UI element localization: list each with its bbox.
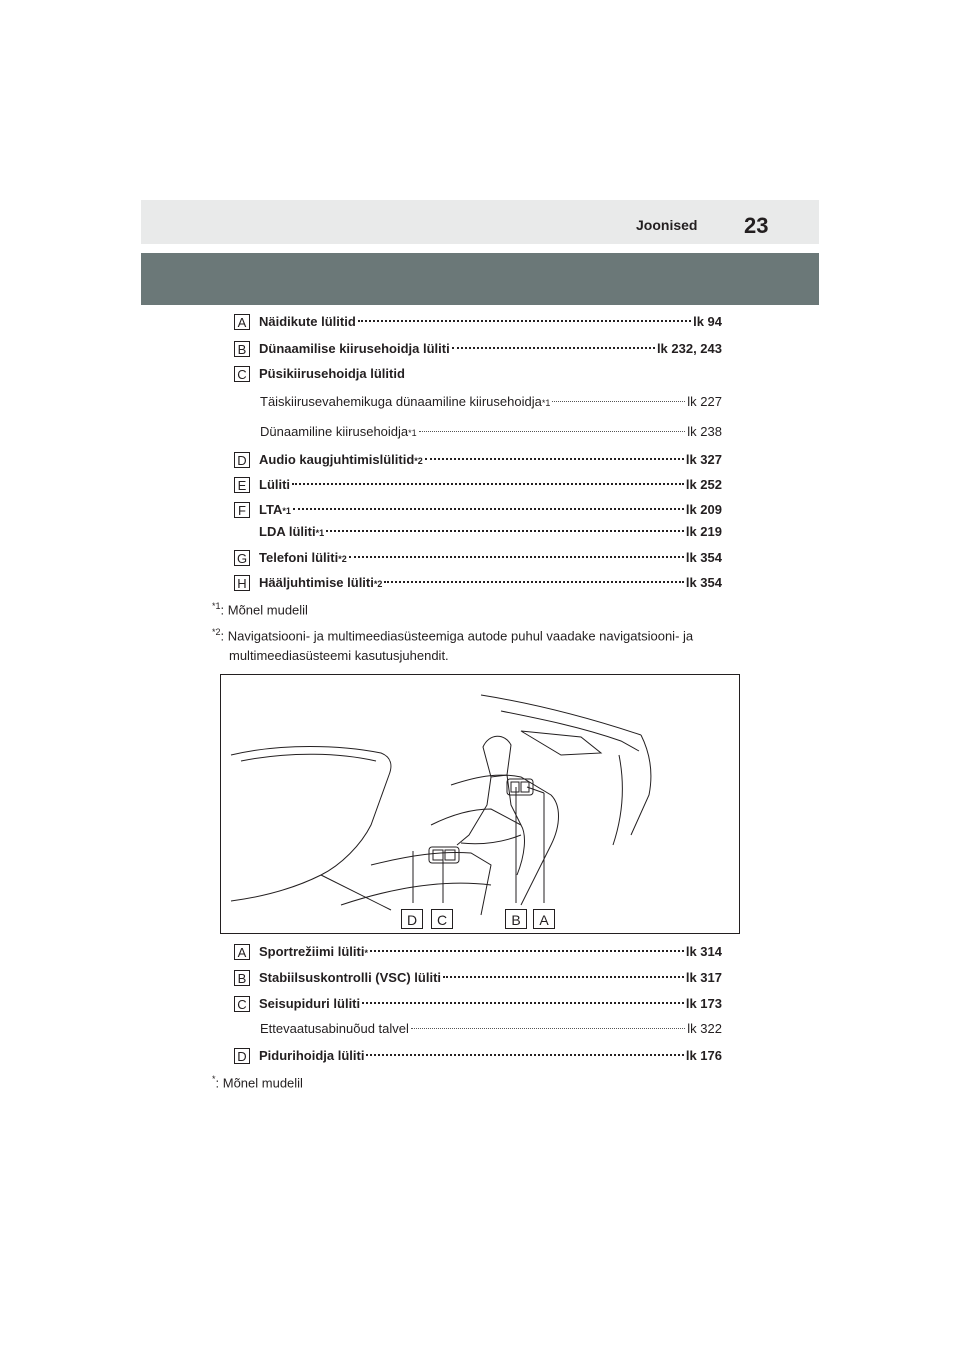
dot-leader [349, 556, 684, 558]
footnote-mark: * [212, 1074, 216, 1084]
list-item[interactable]: LDA lüliti *1 lk 219 [259, 522, 722, 542]
list-item[interactable]: Sportrežiimi lüliti * lk 314 [259, 942, 722, 962]
list-item[interactable] [259, 312, 722, 332]
item-badge: C [234, 366, 250, 382]
footnote [212, 622, 752, 666]
item-badge: A [234, 314, 250, 330]
dot-leader [292, 483, 684, 485]
item-label: Dünaamiline kiirusehoidja [260, 424, 409, 439]
page-reference: lk 252 [685, 477, 722, 492]
item-label: Pidurihoidja lüliti [259, 1048, 365, 1063]
footnote-mark: *2 [212, 627, 221, 637]
list-item[interactable]: Audio kaugjuhtimislülitid *2 lk 327 [259, 450, 722, 470]
section-banner [141, 253, 819, 305]
item-badge: F [234, 502, 250, 518]
item-badge: E [234, 477, 250, 493]
item-label: LTA [259, 502, 283, 517]
page-reference: lk 317 [685, 970, 722, 985]
dot-leader [425, 458, 684, 460]
footnote-text: : Mõnel mudelil [215, 1075, 303, 1091]
dot-leader [411, 1028, 685, 1029]
list-item[interactable] [259, 339, 722, 359]
list-item[interactable]: Telefoni lüliti *2 lk 354 [259, 548, 722, 568]
item-label: Hääljuhtimise lüliti [259, 575, 374, 590]
footnote-continuation: multimeediasüsteemi kasutusjuhendit. [229, 648, 449, 664]
item-label: Püsikiirusehoidja lülitid [259, 366, 405, 381]
footnote-text: : Mõnel mudelil [220, 602, 308, 618]
item-badge: B [234, 341, 250, 357]
footnote-mark: *1 [212, 601, 221, 611]
list-item[interactable] [259, 364, 722, 384]
page-reference: lk 219 [685, 524, 722, 539]
item-label: Audio kaugjuhtimislülitid [259, 452, 415, 467]
console-drawing [221, 675, 739, 933]
list-item[interactable] [259, 475, 722, 495]
console-illustration [220, 674, 740, 934]
item-badge: H [234, 575, 250, 591]
page-reference: lk 232, 243 [656, 341, 722, 356]
list-item[interactable]: Hääljuhtimise lüliti *2 lk 354 [259, 573, 722, 593]
page-header-bar [141, 200, 819, 244]
figure-label-a: A [533, 909, 555, 929]
list-item[interactable]: Täiskiirusevahemikuga dünaamiline kiirusehoidja *1 lk 227 [260, 392, 722, 412]
page-reference: lk 94 [693, 314, 722, 329]
item-label: Lüliti [259, 477, 291, 492]
list-item[interactable]: Dünaamiline kiirusehoidja *1 lk 238 [260, 422, 722, 442]
page-reference: lk 327 [685, 452, 722, 467]
figure-label-c: C [431, 909, 453, 929]
dot-leader [362, 1002, 684, 1004]
item-badge: A [234, 944, 250, 960]
item-label: Sportrežiimi lüliti [259, 944, 365, 959]
page-reference: lk 314 [685, 944, 722, 959]
page-reference: lk 209 [685, 502, 722, 517]
figure-label-b: B [505, 909, 527, 929]
list-item[interactable] [259, 968, 722, 988]
footnote [212, 1069, 752, 1093]
item-badge: D [234, 452, 250, 468]
list-item[interactable] [259, 994, 722, 1014]
page-number: 23 [744, 213, 769, 238]
item-badge: D [234, 1048, 250, 1064]
list-item[interactable] [259, 1046, 722, 1066]
item-label: Täiskiirusevahemikuga dünaamiline kiirusehoidja [260, 394, 542, 409]
item-label: Näidikute lülitid [259, 314, 356, 329]
dot-leader [552, 401, 685, 402]
footnote-text: : Navigatsiooni- ja multimeediasüsteemiga autode puhul vaadake navigatsiooni- ja [220, 628, 694, 644]
item-label: Dünaamilise kiirusehoidja lüliti [259, 341, 450, 356]
dot-leader [452, 347, 655, 349]
item-label: Stabiilsuskontrolli (VSC) lüliti [259, 970, 442, 985]
dot-leader [384, 581, 683, 583]
dot-leader [443, 976, 684, 978]
list-item[interactable] [260, 1019, 722, 1039]
list-item[interactable]: LTA *1 lk 209 [259, 500, 722, 520]
page-reference: lk 238 [687, 424, 722, 439]
dot-leader [293, 508, 684, 510]
page-reference: lk 173 [685, 996, 722, 1011]
item-label: LDA lüliti [259, 524, 316, 539]
page-reference: lk 322 [687, 1021, 722, 1036]
page-reference: lk 354 [685, 575, 722, 590]
footnote [212, 596, 752, 620]
figure-label-d: D [401, 909, 423, 929]
dot-leader [370, 950, 684, 952]
item-badge: G [234, 550, 250, 566]
section-title: Joonised [636, 217, 698, 233]
item-label: Telefoni lüliti [259, 550, 339, 565]
dot-leader [326, 530, 684, 532]
item-label: Ettevaatusabinuõud talvel [260, 1021, 409, 1036]
dot-leader [358, 320, 691, 322]
dot-leader [419, 431, 686, 432]
item-badge: B [234, 970, 250, 986]
page-reference: lk 354 [685, 550, 722, 565]
item-label: Seisupiduri lüliti [259, 996, 361, 1011]
item-badge: C [234, 996, 250, 1012]
dot-leader [366, 1054, 683, 1056]
page-reference: lk 227 [687, 394, 722, 409]
page-reference: lk 176 [685, 1048, 722, 1063]
